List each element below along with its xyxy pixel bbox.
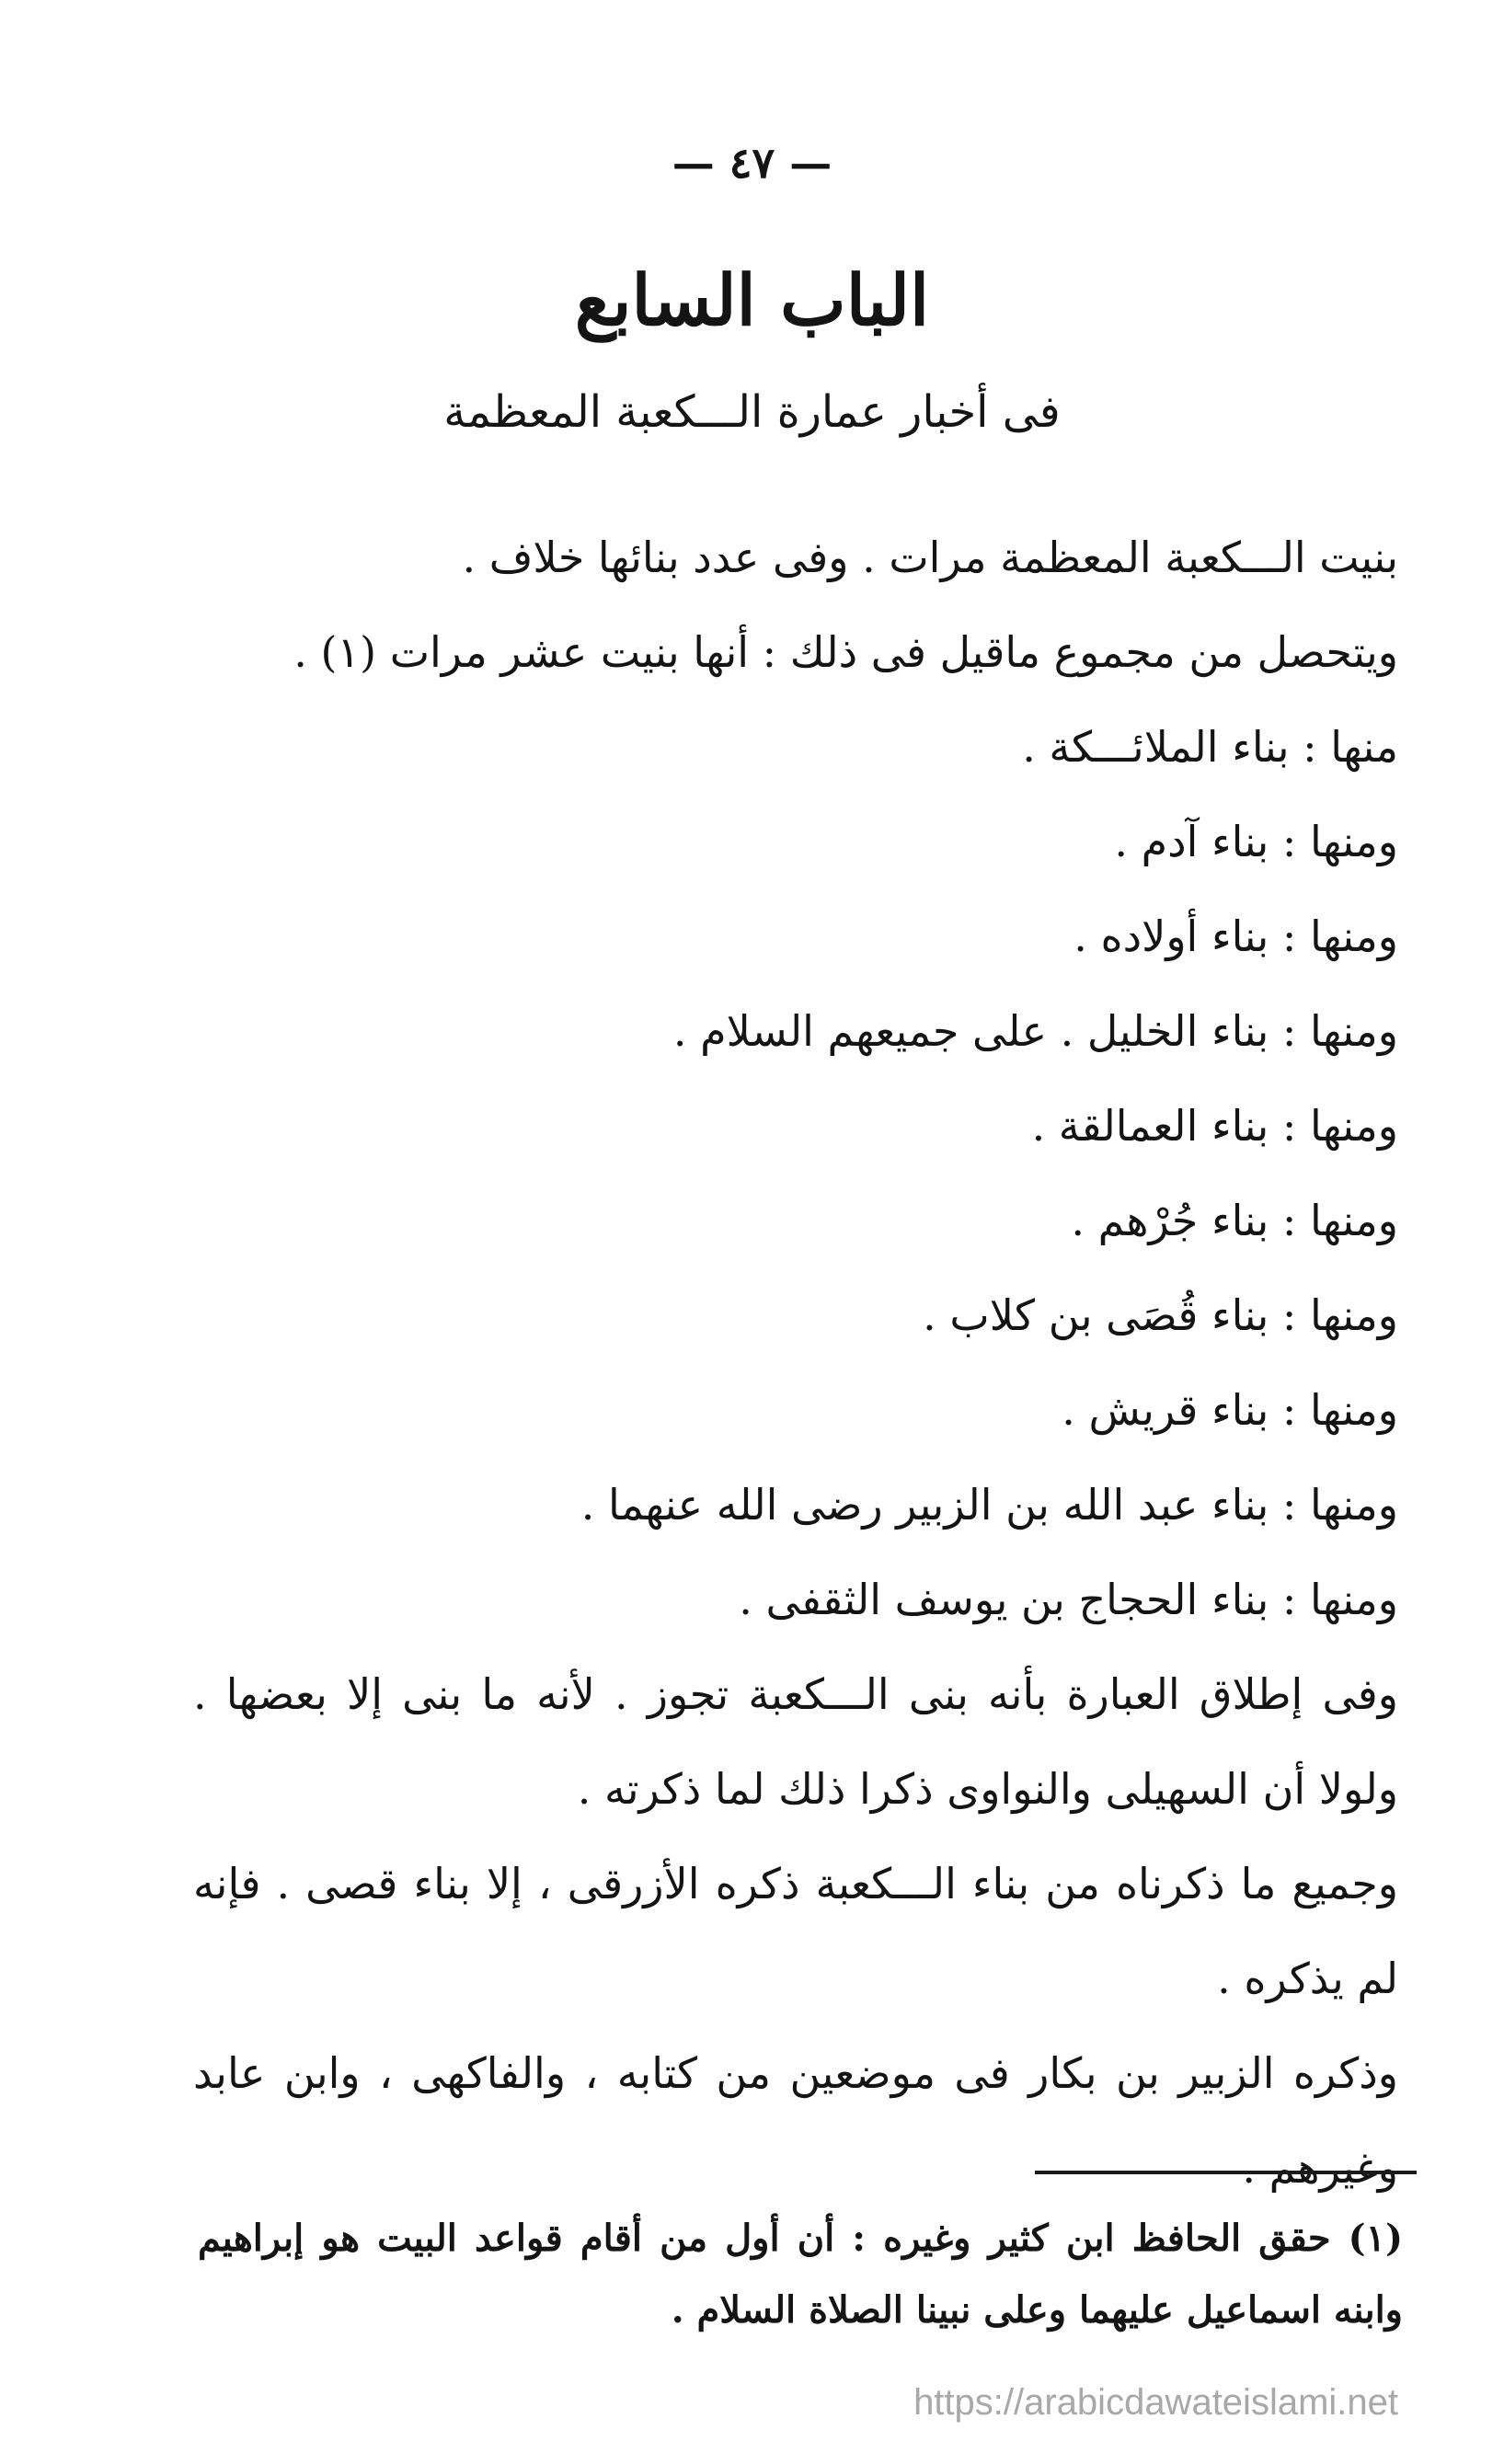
closing-paragraph: وذكره الزبير بن بكار فى موضعين من كتابه ، والفاكهى ، وابن عابد وغيرهم .: [193, 2048, 1398, 2193]
list-item: ومنها : بناء عبد الله بن الزبير رضى الله عنهما .: [580, 1480, 1398, 1530]
list-item: ومنها : بناء العمالقة .: [1031, 1101, 1398, 1151]
list-item: ومنها : بناء آدم .: [1114, 817, 1398, 866]
list-item: ومنها : بناء قريش .: [1062, 1385, 1398, 1435]
closing-paragraph: وجميع ما ذكرناه من بناء الـــكعبة ذكره الأزرقى ، إلا بناء قصى . فإنه لم يذكره .: [193, 1859, 1398, 2003]
watermark-url: https://arabicdawateislami.net: [913, 2382, 1398, 2423]
intro-paragraph: بنيت الـــكعبة المعظمة مرات . وفى عدد بنائها خلاف .: [462, 533, 1398, 582]
list-item: ومنها : بناء قُصَى بن كلاب .: [923, 1290, 1398, 1340]
intro-paragraph: ويتحصل من مجموع ماقيل فى ذلك : أنها بنيت عشر مرات (١) .: [293, 627, 1398, 677]
body-text: [193, 510, 1398, 2216]
list-item: ومنها : بناء أولاده .: [1073, 911, 1398, 961]
chapter-title: الباب السابع: [574, 259, 930, 341]
list-item: ومنها : بناء جُرْهم .: [1071, 1196, 1398, 1245]
closing-paragraph: وفى إطلاق العبارة بأنه بنى الـــكعبة تجوز . لأنه ما بنى إلا بعضها . ولولا أن السهيلى والنواوى ذكرا ذلك لما ذكرته .: [193, 1669, 1398, 1814]
list-item: ومنها : بناء الحجاج بن يوسف الثقفى .: [739, 1575, 1398, 1624]
page-number: — ٤٧ —: [672, 138, 832, 188]
footnote: (١) حقق الحافظ ابن كثير وغيره : أن أول من أقام قواعد البيت هو إبراهيم وابنه اسماعيل عليهما وعلى نبينا الصلاة السلام .: [198, 2217, 1403, 2332]
chapter-subtitle: فى أخبار عمارة الـــكعبة المعظمة: [443, 386, 1061, 438]
footnote-divider: [1035, 2171, 1417, 2174]
list-item: منها : بناء الملائـــكة .: [1022, 722, 1398, 772]
list-item: ومنها : بناء الخليل . على جميعهم السلام .: [672, 1006, 1398, 1056]
